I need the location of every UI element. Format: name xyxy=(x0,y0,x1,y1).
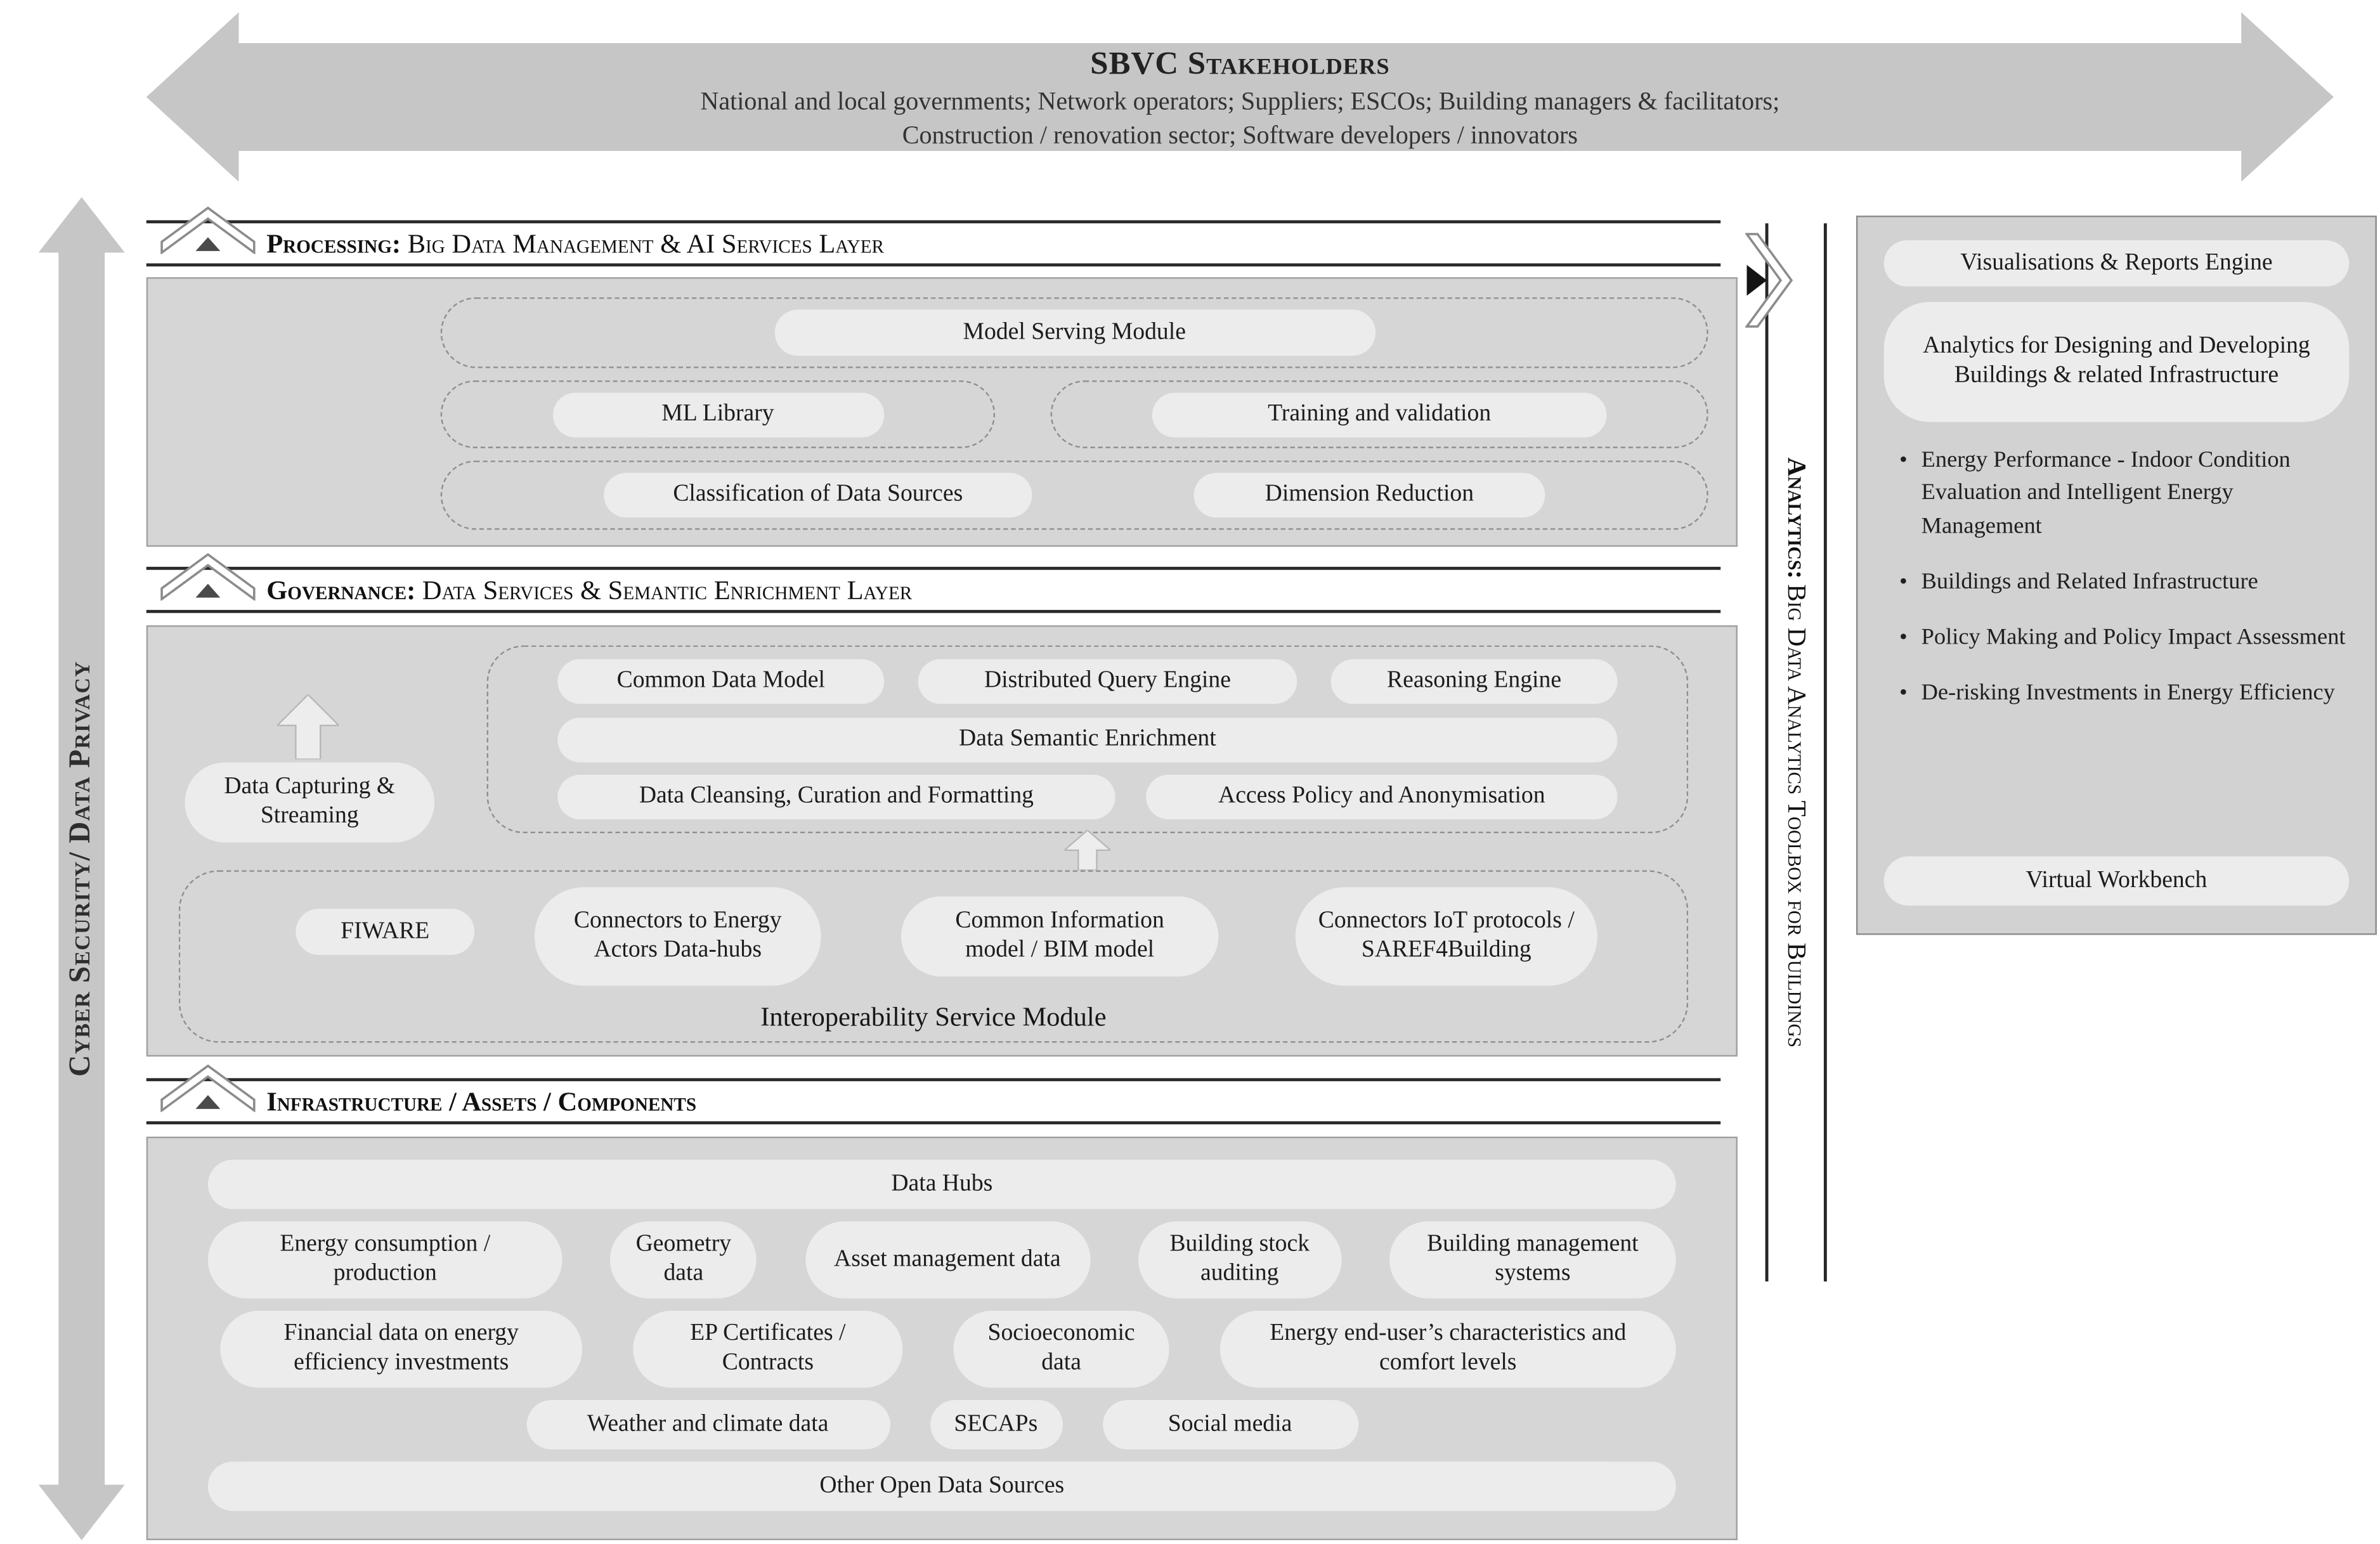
bullet-derisking-investments xyxy=(1899,678,2346,711)
processing-title-rest: Big Data Management & AI Services Layer xyxy=(407,227,884,258)
pill-other-open-data-sources: Other Open Data Sources xyxy=(208,1462,1676,1511)
pill-visualisations-reports-engine: Visualisations & Reports Engine xyxy=(1884,240,2350,287)
processing-row-3-group xyxy=(441,460,1708,529)
processing-title-strong: Processing: xyxy=(266,227,401,258)
pill-training-validation: Training and validation xyxy=(1152,392,1607,436)
analytics-outputs-panel xyxy=(1856,216,2377,935)
pill-virtual-workbench: Virtual Workbench xyxy=(1884,857,2350,906)
pill-reasoning-engine: Reasoning Engine xyxy=(1331,659,1618,704)
processing-row-2 xyxy=(441,380,1708,448)
pill-fiware: FIWARE xyxy=(296,909,474,955)
pill-asset-management-data: Asset management data xyxy=(805,1221,1089,1298)
analytics-toolbox-label xyxy=(1768,223,1823,1281)
cyber-security-label: Cyber Security/ Data Privacy xyxy=(65,660,98,1077)
governance-row-c xyxy=(557,775,1617,819)
governance-title-strong: Governance: xyxy=(266,573,416,605)
pill-secaps: SECAPs xyxy=(930,1400,1062,1450)
pill-social-media: Social media xyxy=(1102,1400,1358,1450)
interoperability-service-module-group xyxy=(179,870,1688,1042)
banner-line-1: National and local governments; Network operators; Suppliers; ESCOs; Building managers & facilitators; xyxy=(700,85,1780,115)
infrastructure-title-strong: Infrastructure / Assets / Components xyxy=(266,1085,697,1116)
pill-data-semantic-enrichment: Data Semantic Enrichment xyxy=(557,717,1617,762)
analytics-label-rest: Big Data Analytics Toolbox for Buildings xyxy=(1782,585,1812,1048)
bullet-energy-performance xyxy=(1899,445,2346,543)
bullet-text: • De-risking Investments in Energy Efficiency xyxy=(1921,681,2335,706)
cyber-security-arrow xyxy=(39,197,125,1540)
infrastructure-layer-title xyxy=(266,1085,696,1117)
pill-building-management-systems: Building management systems xyxy=(1389,1221,1676,1298)
analytics-bullet-list xyxy=(1899,445,2346,711)
pill-classification-data-sources: Classification of Data Sources xyxy=(604,473,1032,517)
governance-row-b xyxy=(557,717,1617,762)
processing-layer-title xyxy=(266,227,884,259)
pill-weather-climate-data: Weather and climate data xyxy=(526,1400,890,1450)
pill-access-policy-anonymisation: Access Policy and Anonymisation xyxy=(1146,775,1617,819)
analytics-toolbox-bar xyxy=(1765,223,1827,1281)
governance-row-a xyxy=(557,659,1617,704)
up-arrow-icon xyxy=(277,694,339,759)
pill-data-capturing-streaming: Data Capturing & Streaming xyxy=(185,762,434,842)
governance-layer-header xyxy=(146,567,1720,613)
infrastructure-row-2 xyxy=(208,1311,1676,1387)
pill-energy-end-user-characteristics: Energy end-user’s characteristics and comfort levels xyxy=(1220,1311,1676,1387)
pill-data-hubs: Data Hubs xyxy=(208,1160,1676,1209)
pill-geometry-data: Geometry data xyxy=(610,1221,757,1298)
pill-socioeconomic-data: Socioeconomic data xyxy=(954,1311,1169,1387)
banner-title: SBVC Stakeholders xyxy=(1090,44,1390,81)
semantic-services-group xyxy=(487,645,1689,833)
pill-financial-data: Financial data on energy efficiency investments xyxy=(220,1311,582,1387)
training-validation-group xyxy=(1051,380,1708,448)
banner-content xyxy=(146,12,2334,181)
pill-building-stock-auditing: Building stock auditing xyxy=(1138,1221,1341,1298)
pill-energy-consumption: Energy consumption / production xyxy=(208,1221,562,1298)
governance-title-rest: Data Services & Semantic Enrichment Layer xyxy=(422,573,913,605)
pill-common-information-model: Common Information model / BIM model xyxy=(901,897,1218,976)
up-chevron-icon xyxy=(159,205,257,254)
up-arrow-icon xyxy=(1064,830,1110,870)
pill-model-serving-module: Model Serving Module xyxy=(774,309,1375,356)
pill-connectors-iot-protocols: Connectors IoT protocols / SAREF4Building xyxy=(1296,887,1597,985)
analytics-label-strong: Analytics: xyxy=(1782,457,1812,578)
infrastructure-row-1 xyxy=(208,1221,1676,1298)
infrastructure-layer-header xyxy=(146,1078,1720,1124)
right-chevron-icon xyxy=(1745,231,1795,329)
bullet-text: • Policy Making and Policy Impact Assessment xyxy=(1921,625,2346,651)
pill-ep-certificates: EP Certificates / Contracts xyxy=(633,1311,902,1387)
ml-library-group xyxy=(441,380,995,448)
infrastructure-layer-body xyxy=(146,1137,1738,1540)
infrastructure-row-3 xyxy=(208,1400,1676,1450)
interoperability-module-label: Interoperability Service Module xyxy=(760,1001,1107,1032)
cyber-arrow-top-arrowhead-icon xyxy=(39,197,125,252)
governance-layer-title xyxy=(266,574,912,606)
pill-common-data-model: Common Data Model xyxy=(557,659,884,704)
bullet-policy-making xyxy=(1899,623,2346,656)
up-chevron-icon xyxy=(159,552,257,601)
processing-layer-header xyxy=(146,220,1720,266)
pill-distributed-query-engine: Distributed Query Engine xyxy=(918,659,1297,704)
pill-connectors-energy-actors: Connectors to Energy Actors Data-hubs xyxy=(535,887,821,985)
bullet-text: • Energy Performance - Indoor Condition Evaluation and Intelligent Energy Management xyxy=(1921,448,2291,539)
stakeholders-banner xyxy=(146,12,2334,181)
bullet-text: • Buildings and Related Infrastructure xyxy=(1921,569,2258,595)
pill-data-cleansing: Data Cleansing, Curation and Formatting xyxy=(557,775,1115,819)
model-serving-group xyxy=(441,297,1708,368)
processing-layer-body xyxy=(146,277,1738,547)
pill-analytics-for-designing: Analytics for Designing and Developing Buildings & related Infrastructure xyxy=(1884,302,2350,422)
bullet-buildings-infrastructure xyxy=(1899,567,2346,600)
up-chevron-icon xyxy=(159,1063,257,1112)
banner-line-2: Construction / renovation sector; Software developers / innovators xyxy=(902,119,1578,149)
governance-layer-body xyxy=(146,625,1738,1056)
pill-dimension-reduction: Dimension Reduction xyxy=(1193,473,1545,517)
pill-ml-library: ML Library xyxy=(552,392,883,436)
cyber-arrow-bottom-arrowhead-icon xyxy=(39,1485,125,1540)
